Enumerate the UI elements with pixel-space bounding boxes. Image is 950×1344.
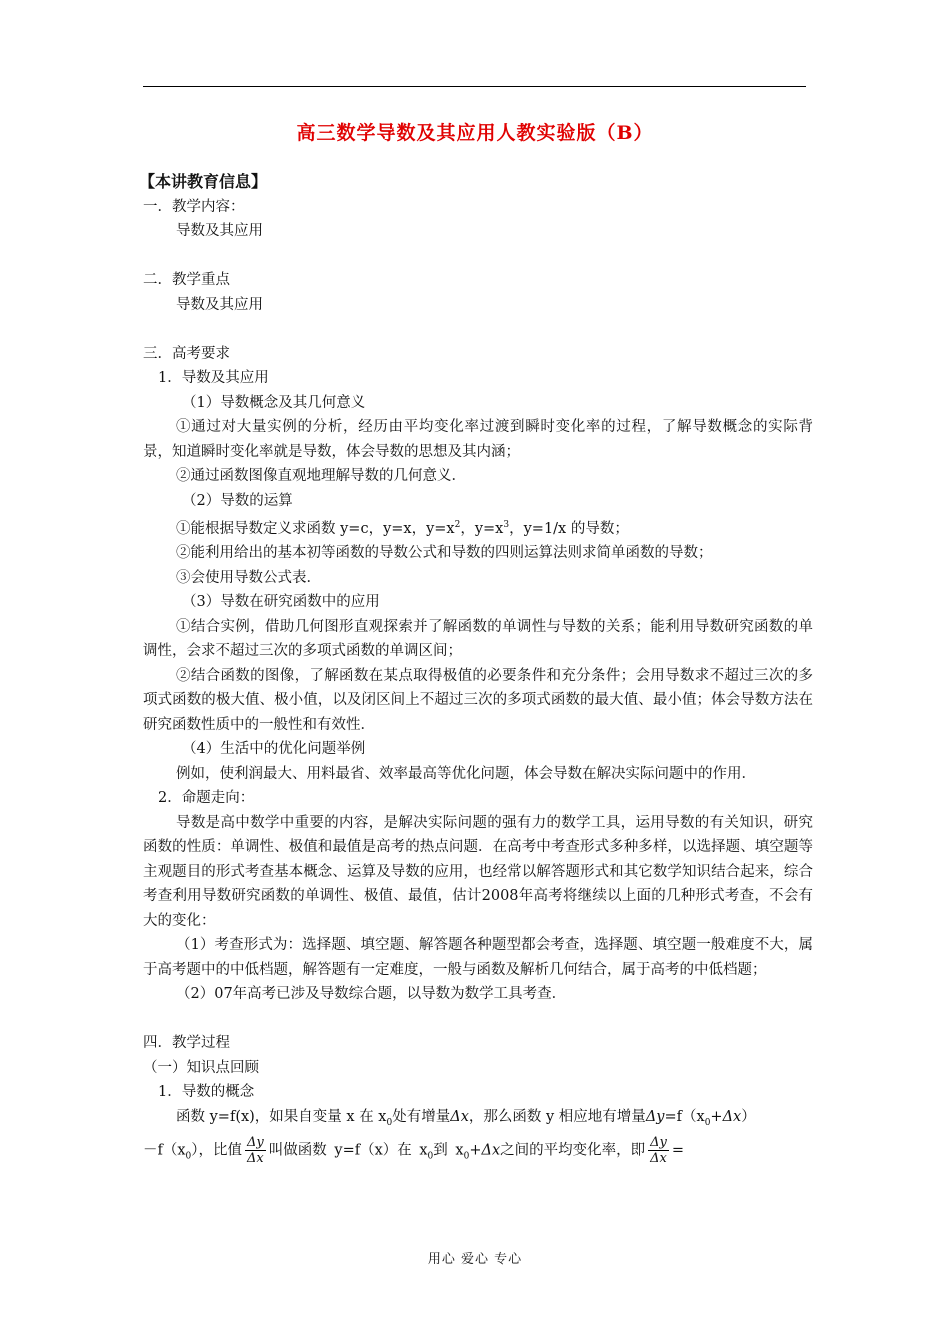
s3-sub3-a: ①结合实例，借助几何图形直观探索并了解函数的单调性与导数的关系；能利用导数研究函数的单调性，会求不超过三次的多项式函数的单调区间； [143,618,813,660]
header-rule [143,86,806,87]
page-footer: 用心 爱心 专心 [427,1252,523,1267]
s3-sub2-a: ①能根据导数定义求函数 y=c，y=x，$y=x^2$，$y=x^3$，y=1/x 的导数； [176,520,629,537]
s3-item2-p3: （2）07年高考已涉及导数综合题，以导数为数学工具考查． [176,986,567,1003]
s2-heading: 二．教学重点 [143,272,230,288]
s3-sub2-c: ③会使用导数公式表． [176,569,321,586]
fraction-dy-dx: $\frac{\Delta y}{\Delta x}$ [247,1135,264,1167]
document-title: 高三数学导数及其应用人教实验版（B） [296,122,654,144]
s3-sub4-a: 例如，使利润最大、用料最省、效率最高等优化问题，体会导数在解决实际问题中的作用． [176,765,756,782]
fraction-dy-dx-2: $\frac{\Delta y}{\Delta x}$ [650,1135,667,1167]
s3-item1: 1．导数及其应用 [158,370,269,386]
s3-sub3-b: ②结合函数的图像，了解函数在某点取得极值的必要条件和充分条件；会用导数求不超过三次的多项式函数的极大值、极小值，以及闭区间上不超过三次的多项式函数的最大值、最小值；体会导数方法在研究函数性质中的一般性和有效性． [143,667,813,733]
s4-p1: 函数 y=f(x)，如果自变量 x 在 $x_0$处有增量Δx，那么函数 y 相应地有增量$\Delta y=f(x_0+\Delta x)$ [176,1108,756,1128]
s3-sub1-b: ②通过函数图像直观地理解导数的几何意义． [176,468,466,484]
s3-item2: 2．命题走向： [158,790,255,807]
s3-item2-p1: 导数是高中数学中重要的内容，是解决实际问题的强有力的数学工具，运用导数的有关知识，研究函数的性质：单调性、极值和最值是高考的热点问题．在高考中考查形式多种多样，以选择题、填空题等主观题目的形式考查基本概念、运算及导数的应用，也经常以解答题形式和其它数学知识结合起来，综合考查利用导数研究函数的单调性、极值、最值，估计2008年高考将继续以上面的几种形式考查，不会有大的变化： [143,814,813,929]
s3-heading: 三．高考要求 [143,345,230,362]
s3-sub2: （2）导数的运算 [182,492,293,509]
s3-sub4: （4）生活中的优化问题举例 [182,741,366,758]
s3-sub2-b: ②能利用给出的基本初等函数的导数公式和导数的四则运算法则求简单函数的导数； [176,545,713,562]
s1-body: 导数及其应用 [176,223,263,239]
s3-item2-p2: （1）考查形式为：选择题、填空题、解答题各种题型都会考查，选择题、填空题一般难度不大，属于高考题中的中低档题，解答题有一定难度，一般与函数及解析几何结合，属于高考的中低档题； [143,937,813,978]
s4-item1: 1．导数的概念 [158,1084,255,1101]
document-body [139,170,813,1169]
s1-heading: 一．教学内容： [143,198,245,215]
section-heading: 【本讲教育信息】 [139,172,268,191]
s2-body: 导数及其应用 [176,296,263,313]
s4-sub: （一）知识点回顾 [143,1059,259,1076]
s3-sub3: （3）导数在研究函数中的应用 [182,594,380,611]
s3-sub1: （1）导数概念及其几何意义 [182,394,366,411]
s4-heading: 四．教学过程 [143,1035,230,1052]
s3-sub1-a: ①通过对大量实例的分析，经历由平均变化率过渡到瞬时变化率的过程，了解导数概念的实际背景，知道瞬时变化率就是导数，体会导数的思想及其内涵； [143,419,813,460]
s4-p2: $-f(x_0)$，比值 $\frac{\Delta y}{\Delta x}$ 叫做函数 y=f（x）在 $x_0$到 $x_0+\Delta x$之间的平均变化率，即 $\frac{\Delta y}{\Delta x}$ = [143,1135,685,1167]
